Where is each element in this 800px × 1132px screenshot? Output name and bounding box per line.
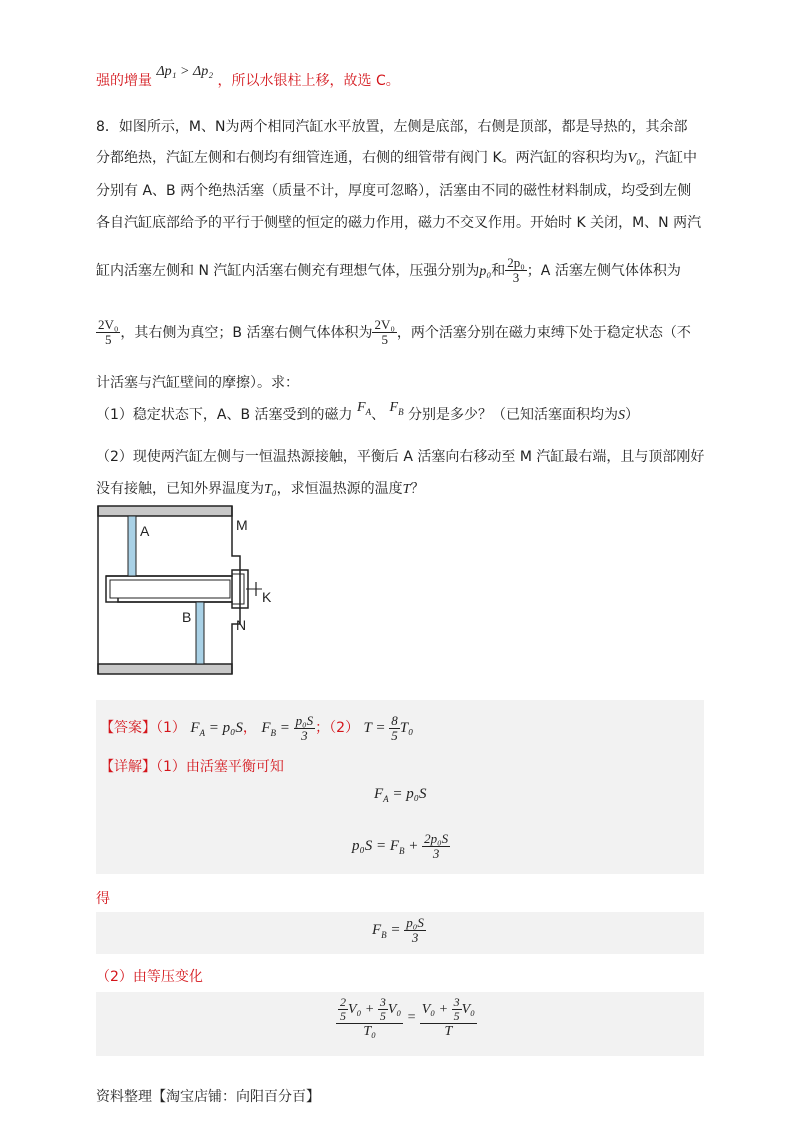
var-t: T — [402, 482, 411, 497]
q1-text-c: ） — [625, 407, 640, 423]
fa-sub: A — [199, 728, 206, 739]
q2-text-c: ，求恒温热源的温度 — [276, 481, 403, 497]
problem-line-6-a: ，其右侧为真空；B 活塞右侧气体体积为 — [120, 324, 373, 341]
frac-num: 2V₀ — [98, 317, 119, 332]
eq3-lhs: F — [372, 922, 382, 939]
part2-label: （2）由等压变化 — [96, 969, 203, 985]
fb-eq: = — [276, 720, 294, 737]
answer-sep: ， — [242, 720, 257, 737]
q2-text-d: ？ — [410, 481, 425, 497]
var-s: S — [618, 408, 626, 423]
fb-letter: F — [389, 400, 399, 415]
top-line-suffix: ，所以水银柱上移，故选 C。 — [217, 73, 400, 89]
right-tube — [232, 574, 244, 604]
eq4-f1 — [338, 996, 348, 1023]
label-m: M — [236, 517, 248, 533]
frac-num: p₀S — [406, 915, 424, 930]
frac-den: 3 — [411, 930, 419, 946]
frac-den: 5 — [104, 332, 112, 348]
eq3-eq: = — [386, 922, 405, 939]
frac-den: 5 — [453, 1009, 460, 1024]
frac-den: 5 — [381, 332, 388, 348]
eq4-f2 — [378, 996, 388, 1023]
eq1-lhs: F — [374, 786, 384, 802]
q1-text-b: 分别是多少？（已知活塞面积均为 — [408, 407, 619, 423]
fb: F — [261, 720, 271, 737]
problem-line-5 — [96, 256, 681, 286]
fa-sub: A — [365, 406, 372, 417]
top-line-math: Δp₁ > Δp₂ — [156, 64, 214, 79]
frac-num: 3 — [379, 995, 386, 1009]
detail-tag: 【详解】 — [100, 759, 156, 775]
detail-eq2 — [352, 832, 450, 862]
frac-den: 5 — [340, 1009, 346, 1024]
eq4-r1: V₀ + — [421, 1001, 452, 1017]
force-fb — [390, 400, 404, 415]
footer-text: 资料整理【淘宝店铺：向阳百分百】 — [96, 1089, 320, 1105]
problem-line-6 — [96, 318, 691, 348]
eq4-v1: V₀ + — [348, 1001, 378, 1017]
eq1-sub: A — [383, 794, 389, 804]
eq2-sub: B — [399, 846, 405, 857]
problem-line-6-b: ，两个活塞分别在磁力束缚下处于稳定状态（不 — [396, 324, 691, 341]
top-line — [96, 64, 400, 90]
problem-line-5-and: 和 — [491, 262, 506, 279]
answer-part1: （1） — [156, 720, 186, 737]
answer-line — [100, 714, 413, 744]
t-frac — [389, 714, 400, 744]
q1-sep: 、 — [371, 407, 386, 423]
eq2-plus: + — [404, 838, 423, 855]
frac-num: 2p₀S — [424, 831, 449, 846]
frac-den: 5 — [391, 728, 398, 744]
problem-line-3: 分别有 A、B 两个绝热活塞（质量不计，厚度可忽略），活塞由不同的磁性材料制成，均受到左侧 — [96, 183, 692, 199]
answer-semi: ； — [315, 720, 330, 737]
piston-b — [196, 602, 204, 664]
label-n: N — [236, 617, 247, 633]
t-tail: T₀ — [399, 720, 414, 737]
frac-den: 3 — [432, 846, 440, 862]
frac-num: 2 — [340, 995, 346, 1009]
problem-line-5-b: ；A 活塞左侧气体体积为 — [526, 262, 681, 279]
problem-line-2-text: 分都绝热，汽缸左侧和右侧均有细管连通，右侧的细管带有阀门 K。两汽缸的容积均为 — [96, 150, 628, 166]
eq2-lhs: p₀S = F — [352, 838, 399, 855]
top-wall — [98, 506, 232, 516]
t-eq: T = — [363, 720, 390, 737]
eq4-rf — [452, 996, 462, 1023]
fb-frac — [294, 714, 316, 744]
force-fa — [357, 400, 371, 415]
eq4-rv: V₀ — [461, 1001, 476, 1017]
fa: F — [190, 720, 200, 737]
problem-line-2 — [96, 147, 697, 167]
piston-a — [128, 516, 136, 576]
problem-line-7: 计活塞与汽缸壁间的摩擦）。求： — [96, 375, 299, 391]
label-a: A — [140, 523, 150, 539]
eq4-right-num — [420, 996, 477, 1024]
question-2-line-1: （2）现使两汽缸左侧与一恒温热源接触，平衡后 A 活塞向右移动至 M 汽缸最右端，且与顶部刚好 — [96, 449, 705, 465]
frac-num: 2V₀ — [374, 317, 395, 332]
label-k: K — [262, 589, 272, 605]
q2-text-b: 没有接触，已知外界温度为 — [96, 481, 264, 497]
eq4-left-den: T₀ — [363, 1024, 376, 1040]
var-p0: p₀ — [479, 263, 492, 279]
q1-text-a: （1）稳定状态下，A、B 活塞受到的磁力 — [96, 407, 353, 423]
top-line-prefix: 强的增量 — [96, 73, 152, 89]
answer-t-eq — [363, 713, 414, 744]
fraction-2p0-3 — [505, 256, 527, 286]
de-label: 得 — [96, 891, 110, 907]
detail-eq4 — [336, 996, 477, 1040]
problem-line-5-a: 缸内活塞左侧和 N 汽缸内活塞右侧充有理想气体，压强分别为 — [96, 262, 480, 279]
bottom-wall — [98, 664, 232, 674]
answer-tag: 【答案】 — [100, 720, 156, 737]
fa-letter: F — [357, 400, 366, 415]
answer-part2: （2） — [329, 720, 360, 737]
middle-pipe-inner — [110, 580, 230, 598]
label-b: B — [182, 609, 192, 625]
fb-sub: B — [270, 728, 277, 739]
fraction-2v0-5-b — [372, 318, 396, 348]
detail-line — [100, 756, 284, 776]
eq1-rhs: = p₀S — [388, 786, 427, 802]
frac-num: 3 — [453, 995, 460, 1009]
frac-den: 3 — [512, 270, 520, 286]
detail-text: （1）由活塞平衡可知 — [156, 759, 284, 775]
eq4-left-frac — [336, 996, 403, 1040]
var-t0: T₀ — [264, 482, 277, 497]
eq4-left-num — [336, 996, 403, 1024]
frac-den: 5 — [379, 1009, 386, 1024]
frac-num: 2p₀ — [507, 255, 525, 270]
problem-line-4: 各自汽缸底部给予的平行于侧壁的恒定的磁力作用，磁力不交叉作用。开始时 K 关闭，M、N 两汽 — [96, 215, 702, 231]
problem-line-2-end: ，汽缸中 — [641, 150, 698, 166]
fb-sub: B — [398, 406, 404, 417]
eq4-v2: V₀ — [387, 1001, 402, 1017]
frac-num: 8 — [391, 713, 398, 728]
frac-den: 3 — [301, 728, 308, 744]
eq4-eq: = — [403, 1010, 420, 1026]
question-1 — [96, 400, 640, 425]
eq4-right-frac — [420, 996, 477, 1040]
fa-eq: = p₀S — [205, 720, 243, 737]
fraction-2v0-5-a — [96, 318, 120, 348]
eq3-sub: B — [381, 930, 387, 941]
var-v0: V₀ — [627, 151, 642, 166]
answer-fa-eq — [190, 720, 243, 739]
eq3-frac — [404, 916, 426, 946]
eq4-right-den: T — [444, 1024, 453, 1040]
detail-eq3 — [372, 916, 426, 946]
problem-line-1: 8．如图所示，M、N为两个相同汽缸水平放置，左侧是底部，右侧是顶部，都是导热的，其余部 — [96, 119, 688, 135]
eq2-frac — [422, 832, 450, 862]
question-2-line-2 — [96, 478, 424, 498]
cylinder-figure — [96, 504, 286, 684]
answer-fb-eq — [261, 713, 315, 744]
frac-num: p₀S — [295, 713, 314, 728]
detail-eq1 — [374, 786, 427, 804]
